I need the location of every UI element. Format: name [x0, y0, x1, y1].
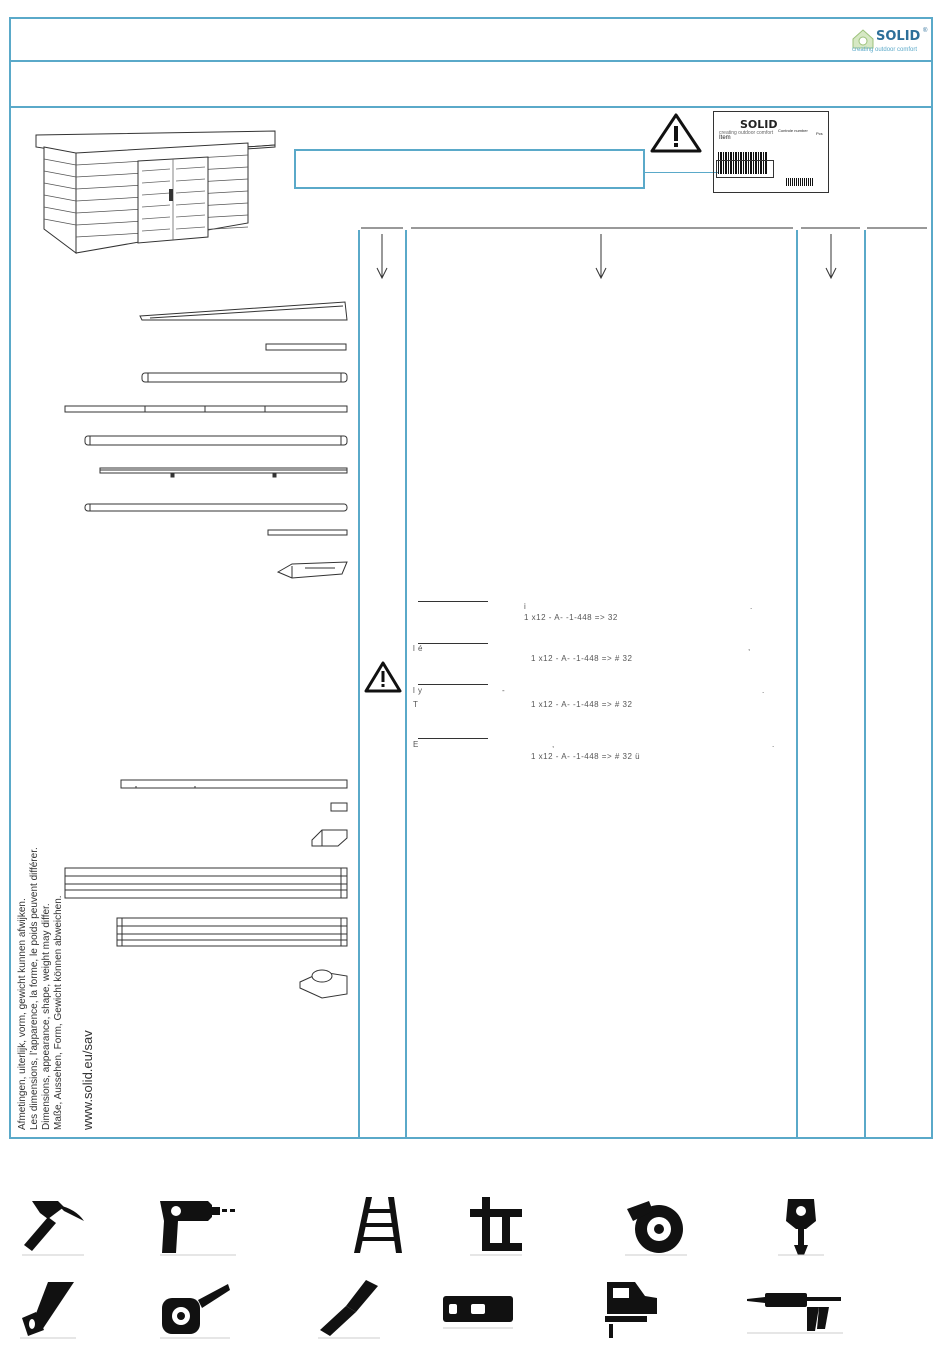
text-block-underline-3: [418, 684, 488, 685]
line-4-mid: ,: [552, 740, 555, 749]
label-tagline: creating outdoor comfort: [719, 130, 774, 136]
disclaimer-fr: Les dimensions, l’apparence, la forme, le poids peuvent différer.: [29, 847, 40, 1130]
hammer-icon: [18, 1195, 88, 1257]
line-3-mid: -: [502, 686, 506, 695]
line-3-a: l y: [413, 686, 423, 695]
column-divider-4: [864, 230, 866, 1138]
disclaimer-de: Maße, Aussehen, Form, Gewicht können abweichen.: [53, 895, 64, 1130]
text-block-underline-4: [418, 738, 488, 739]
spirit-level-icon: [441, 1290, 515, 1330]
column-header-arrows: [355, 222, 945, 282]
line-2-tail: ,: [748, 643, 751, 652]
line-4-tail: .: [772, 740, 775, 749]
square-ruler-icon: [466, 1195, 526, 1257]
text-block-underline-2: [418, 643, 488, 644]
line-1-b: 1 x12 - A- -1-448 => 32: [524, 613, 618, 622]
text-block-underline-1: [418, 601, 488, 602]
disclaimer-nl: Afmetingen, uiterlijk, vorm, gewicht kunnen afwijken.: [17, 898, 28, 1130]
brand-name: SOLID: [876, 29, 921, 44]
line-1-a: i: [524, 602, 527, 611]
label-control-number: Controle number: [778, 128, 808, 133]
column-divider-2: [405, 230, 407, 1138]
line-2-b: 1 x12 - A- -1-448 => # 32: [531, 654, 633, 663]
pallet-label-note-box: [294, 149, 645, 189]
note-connector: [643, 172, 718, 173]
line-3-b: 1 x12 - A- -1-448 => # 32: [531, 700, 633, 709]
disclaimer-en: Dimensions, appearance, shape, weight may differ.: [41, 903, 52, 1130]
pallet-label-card: [713, 111, 829, 193]
line-2-a: l é: [413, 644, 423, 653]
parts-drawings-upper: [60, 296, 360, 596]
line-3-lead: T: [413, 700, 419, 709]
line-4-a: E: [413, 740, 419, 749]
disclaimer-block: [17, 847, 65, 1130]
subheader-bar: [9, 60, 933, 108]
brand-trademark: ®: [923, 28, 928, 34]
line-1-tail: .: [750, 602, 753, 611]
parts-drawings-lower: [60, 776, 360, 1016]
brand-logo: [851, 28, 931, 56]
line-3-tail: .: [762, 686, 765, 695]
ladder-icon: [350, 1195, 406, 1257]
header-bar: [9, 17, 933, 62]
label-item: Item: [719, 135, 731, 141]
hole-saw-icon: [776, 1195, 826, 1257]
shed-illustration: [30, 125, 280, 275]
website-link[interactable]: www.solid.eu/sav: [80, 1030, 95, 1130]
brand-tagline: creating outdoor comfort: [852, 47, 918, 53]
line-4-b: 1 x12 - A- -1-448 => # 32 ü: [531, 752, 641, 761]
column-divider-3: [796, 230, 798, 1138]
drill-icon: [156, 1195, 240, 1257]
warning-icon-2: [363, 660, 403, 694]
warning-icon: [648, 111, 704, 155]
caulking-gun-icon: [745, 1283, 845, 1335]
barcode-small: [786, 178, 814, 186]
label-brand: SOLID: [740, 118, 778, 131]
handsaw-icon: [18, 1278, 78, 1340]
jigsaw-icon: [601, 1278, 659, 1340]
tape-measure-icon: [158, 1278, 232, 1340]
barcode-highlight: [716, 160, 774, 178]
circular-saw-icon: [623, 1195, 689, 1257]
label-pcs: Pcs: [816, 131, 823, 136]
utility-knife-icon: [316, 1278, 382, 1340]
